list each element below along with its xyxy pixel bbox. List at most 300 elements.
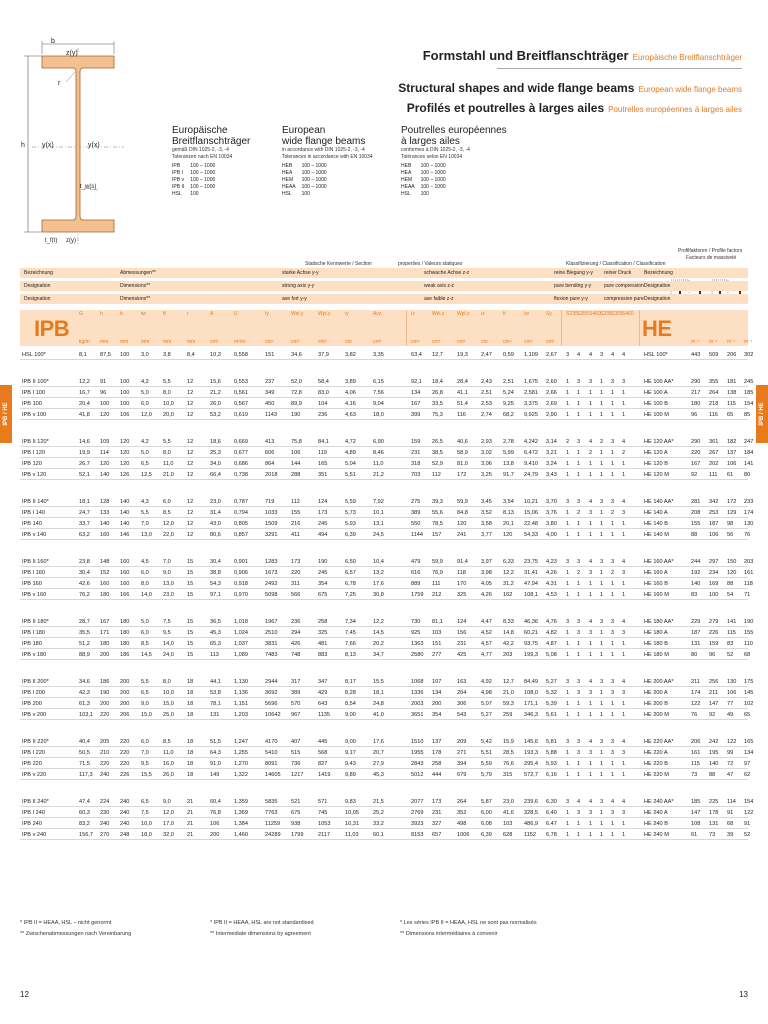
table-cell: 24,7: [79, 510, 90, 516]
table-cell: 167: [691, 461, 701, 467]
table-cell: 4,76: [546, 619, 557, 625]
table-cell: 275: [411, 499, 421, 505]
table-cell: 6,40: [546, 810, 557, 816]
table-cell: 178: [709, 810, 719, 816]
table-cell: HE 120 AA*: [644, 439, 674, 445]
column-symbol: A: [210, 311, 214, 317]
table-cell: 15: [187, 592, 194, 598]
table-cell: 3: [589, 570, 593, 576]
table-cell: 1: [577, 401, 581, 407]
table-cell: 3: [611, 750, 615, 756]
table-cell: 1: [566, 772, 570, 778]
table-cell: 83,0: [318, 390, 329, 396]
table-cell: 5,0: [141, 619, 149, 625]
table-cell: 180: [100, 592, 110, 598]
table-cell: 1: [600, 821, 604, 827]
table-cell: 325: [457, 592, 467, 598]
table-cell: 1: [600, 472, 604, 478]
table-cell: 231: [411, 450, 421, 456]
table-cell: 389: [411, 510, 421, 516]
table-cell: HE 100 M: [644, 412, 669, 418]
table-cell: IPB v 120: [22, 472, 47, 478]
table-cell: HE 220 M: [644, 772, 669, 778]
table-cell: 14,0: [141, 592, 152, 598]
table-cell: 1: [566, 810, 570, 816]
table-cell: 2,67: [546, 352, 557, 358]
footnote-fr: * Les séries IPB II = HEAA, HSL ne sont pas normalisés ** Dimensions intermédiaires à convenir: [400, 920, 537, 937]
table-cell: 33,2: [373, 821, 384, 827]
table-row: [20, 759, 751, 769]
table-cell: 10,21: [524, 499, 538, 505]
column-unit: mm: [100, 339, 109, 345]
table-cell: 103,1: [79, 712, 93, 718]
table-cell: 3: [611, 679, 615, 685]
table-cell: 163: [457, 679, 467, 685]
table-cell: 190: [100, 690, 110, 696]
table-cell: 5,27: [546, 679, 557, 685]
table-cell: 92: [691, 472, 698, 478]
table-cell: 185: [744, 390, 754, 396]
table-row: [20, 650, 751, 660]
table-cell: 3: [600, 619, 604, 625]
table-cell: 258: [432, 761, 442, 767]
table-cell: 0,906: [234, 570, 248, 576]
table-cell: HE 140 M: [644, 532, 669, 538]
table-cell: HE 200 M: [644, 712, 669, 718]
diagram-tf-label: t_f(t): [45, 238, 58, 244]
table-cell: 1: [600, 750, 604, 756]
table-cell: 1,024: [234, 630, 248, 636]
table-cell: 120: [457, 521, 467, 527]
table-cell: 1: [622, 641, 626, 647]
table-cell: 8153: [411, 832, 424, 838]
table-cell: 290: [691, 379, 701, 385]
table-cell: 6,33: [503, 559, 514, 565]
table-cell: 15: [187, 652, 194, 658]
table-cell: 63,4: [411, 352, 422, 358]
table-cell: 236: [291, 619, 301, 625]
column-symbol: S355: [611, 311, 623, 317]
table-cell: 108: [691, 821, 701, 827]
table-cell: 1: [566, 412, 570, 418]
table-cell: 240: [100, 821, 110, 827]
table-cell: 3: [577, 690, 581, 696]
table-cell: 3831: [265, 641, 278, 647]
table-cell: 302: [744, 352, 754, 358]
table-cell: 4,47: [481, 619, 492, 625]
table-cell: 2,78: [503, 439, 514, 445]
table-cell: 3,0: [141, 352, 149, 358]
table-cell: 63,2: [79, 532, 90, 538]
table-cell: 426: [291, 641, 301, 647]
table-cell: 187: [709, 521, 719, 527]
table-cell: 6,90: [373, 439, 384, 445]
table-cell: 60,3: [79, 810, 90, 816]
table-cell: 288: [291, 472, 301, 478]
table-cell: 294: [291, 630, 301, 636]
column-unit: cm: [345, 339, 352, 345]
table-cell: 1: [622, 701, 626, 707]
table-row: [20, 519, 754, 529]
table-cell: 258: [318, 619, 328, 625]
table-cell: 3: [589, 379, 593, 385]
table-cell: 570: [291, 701, 301, 707]
table-cell: 5,24: [503, 390, 514, 396]
title-de: Formstahl und Breitflanschträger Europäische Breitflanschträger: [422, 48, 742, 63]
table-cell: 103: [432, 630, 442, 636]
table-cell: 6,5: [141, 690, 149, 696]
table-cell: 84,8: [457, 510, 468, 516]
table-cell: 18,0: [373, 412, 384, 418]
table-cell: 1053: [318, 821, 331, 827]
table-cell: 1,203: [234, 712, 248, 718]
table-cell: 100: [120, 390, 130, 396]
table-cell: 1068: [411, 679, 424, 685]
table-cell: 3,14: [546, 439, 557, 445]
table-cell: HE 160 A: [644, 570, 668, 576]
table-cell: 10,0: [163, 690, 174, 696]
table-cell: 15,0: [141, 712, 152, 718]
table-cell: 3: [577, 630, 581, 636]
table-cell: 0,619: [234, 412, 248, 418]
table-cell: 3,98: [481, 570, 492, 576]
table-cell: 146: [120, 532, 130, 538]
table-cell: 21,2: [210, 390, 221, 396]
table-cell: 88: [727, 581, 734, 587]
table-cell: 12: [187, 532, 194, 538]
table-cell: 1: [566, 690, 570, 696]
table-cell: 270: [100, 832, 110, 838]
table-cell: 186: [100, 679, 110, 685]
table-cell: 22,48: [524, 521, 538, 527]
table-cell: 160: [100, 581, 110, 587]
table-cell: 160: [120, 581, 130, 587]
table-cell: IPB II 140*: [22, 499, 49, 505]
table-cell: 3,45: [481, 499, 492, 505]
table-cell: 16,0: [163, 761, 174, 767]
table-cell: 18: [187, 712, 194, 718]
table-cell: 3,24: [546, 461, 557, 467]
table-cell: 4,2: [141, 439, 149, 445]
table-cell: 12,7: [503, 679, 514, 685]
table-cell: 131: [691, 641, 701, 647]
table-cell: 3: [611, 690, 615, 696]
table-cell: 174: [691, 690, 701, 696]
table-cell: HE 200 B: [644, 701, 668, 707]
column-divider: [406, 310, 407, 346]
table-cell: 200: [210, 832, 220, 838]
table-cell: 172: [457, 472, 467, 478]
table-cell: 229: [691, 619, 701, 625]
table-cell: 4,82: [546, 630, 557, 636]
column-unit: mm: [141, 339, 150, 345]
table-cell: 1363: [411, 641, 424, 647]
table-cell: 15: [187, 581, 194, 587]
table-cell: 10642: [265, 712, 281, 718]
table-cell: 413: [265, 439, 275, 445]
table-cell: 8,4: [187, 352, 195, 358]
table-cell: 4,5: [141, 559, 149, 565]
table-cell: 2,90: [546, 412, 557, 418]
table-cell: 180: [120, 630, 130, 636]
table-cell: 12: [187, 412, 194, 418]
table-cell: 0,677: [234, 450, 248, 456]
table-cell: 209: [457, 739, 467, 745]
table-cell: 1: [566, 379, 570, 385]
table-cell: 4,92: [481, 679, 492, 685]
table-cell: 122: [744, 810, 754, 816]
table-cell: 4,63: [345, 412, 356, 418]
table-cell: 138: [727, 390, 737, 396]
table-cell: 116: [457, 412, 466, 418]
table-cell: 0,567: [234, 401, 248, 407]
table-cell: 8,5: [163, 739, 171, 745]
column-unit: cm²: [373, 339, 382, 345]
table-cell: 12: [187, 439, 194, 445]
table-cell: 2,581: [524, 390, 538, 396]
table-cell: 50,5: [79, 750, 90, 756]
table-cell: 3: [589, 690, 593, 696]
table-cell: 26,5: [432, 439, 443, 445]
column-symbol: U: [234, 311, 238, 317]
table-cell: 100: [100, 401, 110, 407]
page-number-right: 13: [739, 990, 748, 999]
column-unit: cm⁴: [503, 339, 512, 345]
diagram-y-right-label: y(x): [88, 142, 100, 149]
table-cell: 566: [291, 592, 301, 598]
footnote-de: * IPB II = HEAA, HSL – nicht genormt ** Zwischenabmessungen nach Vereinbarung: [20, 920, 132, 937]
table-cell: 3: [622, 750, 626, 756]
table-cell: 1: [600, 581, 604, 587]
table-cell: 76,8: [210, 810, 221, 816]
table-cell: 1: [566, 401, 570, 407]
table-cell: 264: [709, 390, 719, 396]
table-cell: 7,45: [345, 630, 356, 636]
table-row: [20, 579, 753, 589]
column-unit: cm³: [318, 339, 327, 345]
table-cell: 4,52: [481, 630, 492, 636]
table-cell: 148: [100, 559, 110, 565]
side-tab-left[interactable]: IPB / HE: [0, 385, 12, 443]
table-cell: 1152: [524, 832, 537, 838]
table-cell: 0,918: [234, 581, 248, 587]
column-symbol: S460: [622, 311, 634, 317]
table-cell: 1: [589, 472, 593, 478]
table-cell: 1: [611, 641, 615, 647]
table-cell: 141: [727, 619, 737, 625]
table-cell: 75,3: [432, 412, 443, 418]
table-cell: 160: [120, 570, 130, 576]
table-cell: 147: [691, 810, 701, 816]
table-cell: 450: [265, 401, 275, 407]
table-cell: 7483: [265, 652, 278, 658]
table-cell: 1: [577, 592, 581, 598]
table-cell: 28,7: [79, 619, 90, 625]
column-unit: cm⁴: [411, 339, 420, 345]
table-cell: 106: [291, 450, 301, 456]
table-cell: 0,901: [234, 559, 248, 565]
table-cell: 38,5: [432, 450, 443, 456]
table-row: [20, 350, 754, 360]
table-cell: 9,00: [345, 712, 356, 718]
table-cell: 26,7: [79, 461, 90, 467]
table-cell: 1: [600, 761, 604, 767]
table-cell: 92: [709, 712, 716, 718]
table-cell: 25,0: [163, 712, 174, 718]
table-cell: 200: [100, 701, 110, 707]
table-row: [20, 590, 751, 600]
table-cell: 2018: [265, 472, 278, 478]
table-cell: 5,61: [546, 712, 557, 718]
table-cell: 6,0: [141, 401, 149, 407]
column-unit: m⁻¹: [744, 339, 753, 345]
table-cell: 443: [691, 352, 701, 358]
table-cell: 91,7: [503, 472, 514, 478]
table-cell: 5012: [411, 772, 424, 778]
table-cell: 5,59: [481, 761, 492, 767]
table-cell: 745: [318, 810, 328, 816]
table-cell: 3: [611, 739, 615, 745]
table-cell: 203: [744, 559, 754, 565]
table-cell: 52,0: [291, 379, 302, 385]
table-cell: 1: [589, 581, 593, 587]
table-cell: 10,31: [345, 821, 359, 827]
table-cell: 167: [411, 401, 421, 407]
ipb-code: IPB: [34, 316, 70, 341]
table-cell: 124: [457, 619, 467, 625]
table-cell: 211: [691, 679, 700, 685]
column-symbol: b: [120, 311, 123, 317]
table-cell: 3: [611, 619, 615, 625]
table-cell: 216: [291, 521, 301, 527]
table-cell: 8,0: [141, 581, 149, 587]
table-cell: 4,16: [345, 401, 356, 407]
table-cell: 1: [577, 712, 581, 718]
table-cell: 3,80: [546, 521, 557, 527]
table-cell: 1: [611, 712, 615, 718]
table-cell: 18: [187, 772, 194, 778]
table-cell: 2,93: [481, 439, 492, 445]
table-cell: 1: [577, 821, 581, 827]
header-band-en: Designation Dimensions** strong axis y-y weak axis z-z pure bending y-y pure compression Designation: [20, 281, 748, 291]
table-cell: 12: [187, 379, 194, 385]
table-cell: 208: [691, 510, 701, 516]
table-cell: 210: [100, 750, 110, 756]
table-cell: 6,78: [345, 581, 356, 587]
table-cell: 15: [187, 570, 194, 576]
table-cell: 59,3: [503, 701, 514, 707]
table-cell: 200: [120, 690, 130, 696]
title-en: Structural shapes and wide flange beams European wide flange beams: [398, 81, 742, 95]
table-cell: 13,1: [373, 521, 384, 527]
table-cell: 175: [744, 679, 754, 685]
table-cell: 1: [577, 581, 581, 587]
column-symbol: iz: [481, 311, 485, 317]
table-cell: HE 240 M: [644, 832, 669, 838]
table-cell: 1: [622, 652, 626, 658]
table-cell: 41,1: [457, 390, 468, 396]
table-cell: 239,6: [524, 799, 538, 805]
table-cell: 2769: [411, 810, 424, 816]
table-cell: 4: [611, 799, 615, 805]
table-cell: 15: [187, 630, 194, 636]
table-cell: 3692: [265, 690, 278, 696]
table-cell: 18: [187, 761, 194, 767]
title-fr: Profilés et poutrelles à larges ailes Poutrelles européennes à larges ailes: [406, 101, 742, 115]
table-cell: IPB I 180: [22, 630, 46, 636]
column-symbol: tf: [163, 311, 166, 317]
table-row: [20, 437, 754, 447]
table-cell: 76: [691, 712, 698, 718]
table-cell: 342: [709, 499, 719, 505]
table-cell: 31,41: [524, 570, 538, 576]
footnote-en: * IPB II = HEAA, HSL are not standardised ** Intermediate dimensions by agreement: [210, 920, 314, 937]
table-cell: 679: [457, 772, 467, 778]
table-cell: 1: [611, 390, 615, 396]
table-cell: 91: [100, 379, 107, 385]
table-cell: 3: [566, 799, 570, 805]
table-cell: 1: [589, 832, 593, 838]
table-cell: 137: [727, 450, 737, 456]
table-cell: 1: [600, 772, 604, 778]
table-cell: 155: [291, 510, 301, 516]
table-cell: 3,58: [481, 521, 492, 527]
table-cell: 171: [100, 630, 110, 636]
column-unit: mm: [187, 339, 196, 345]
table-cell: 1: [566, 641, 570, 647]
table-cell: 543: [457, 712, 467, 718]
table-cell: 248: [120, 832, 130, 838]
table-cell: 1: [577, 412, 581, 418]
table-cell: 6,39: [481, 832, 492, 838]
table-cell: HE 200 AA*: [644, 679, 674, 685]
table-cell: 4: [589, 739, 593, 745]
table-cell: 231: [457, 641, 467, 647]
table-cell: 1: [566, 630, 570, 636]
table-cell: 118: [457, 570, 466, 576]
table-cell: 3: [600, 499, 604, 505]
table-cell: 145,6: [524, 739, 538, 745]
table-cell: 315: [503, 772, 513, 778]
table-cell: 4: [622, 352, 626, 358]
column-unit: kg/m: [79, 339, 90, 345]
table-cell: 162: [503, 592, 513, 598]
table-cell: 3: [577, 619, 581, 625]
table-cell: 217: [691, 390, 701, 396]
table-cell: 271: [457, 750, 467, 756]
table-cell: 53,8: [210, 690, 221, 696]
table-cell: 9,0: [163, 799, 171, 805]
table-cell: HE 160 B: [644, 581, 668, 587]
table-cell: 3: [622, 690, 626, 696]
table-cell: 3,06: [481, 461, 492, 467]
table-cell: 18,1: [373, 690, 384, 696]
table-cell: 354: [432, 712, 442, 718]
table-cell: 7,34: [345, 619, 356, 625]
table-cell: HE 140 AA*: [644, 499, 674, 505]
table-cell: 1: [611, 592, 615, 598]
table-cell: 1: [577, 390, 581, 396]
side-tab-right[interactable]: IPB / HE: [756, 385, 768, 443]
table-cell: 1,247: [234, 739, 248, 745]
table-cell: 5,32: [546, 690, 557, 696]
table-cell: 4: [577, 352, 581, 358]
table-cell: 233: [744, 499, 754, 505]
table-cell: 1006: [457, 832, 470, 838]
table-cell: 190: [744, 619, 754, 625]
table-cell: 15,5: [373, 679, 384, 685]
table-cell: 494: [318, 532, 328, 538]
